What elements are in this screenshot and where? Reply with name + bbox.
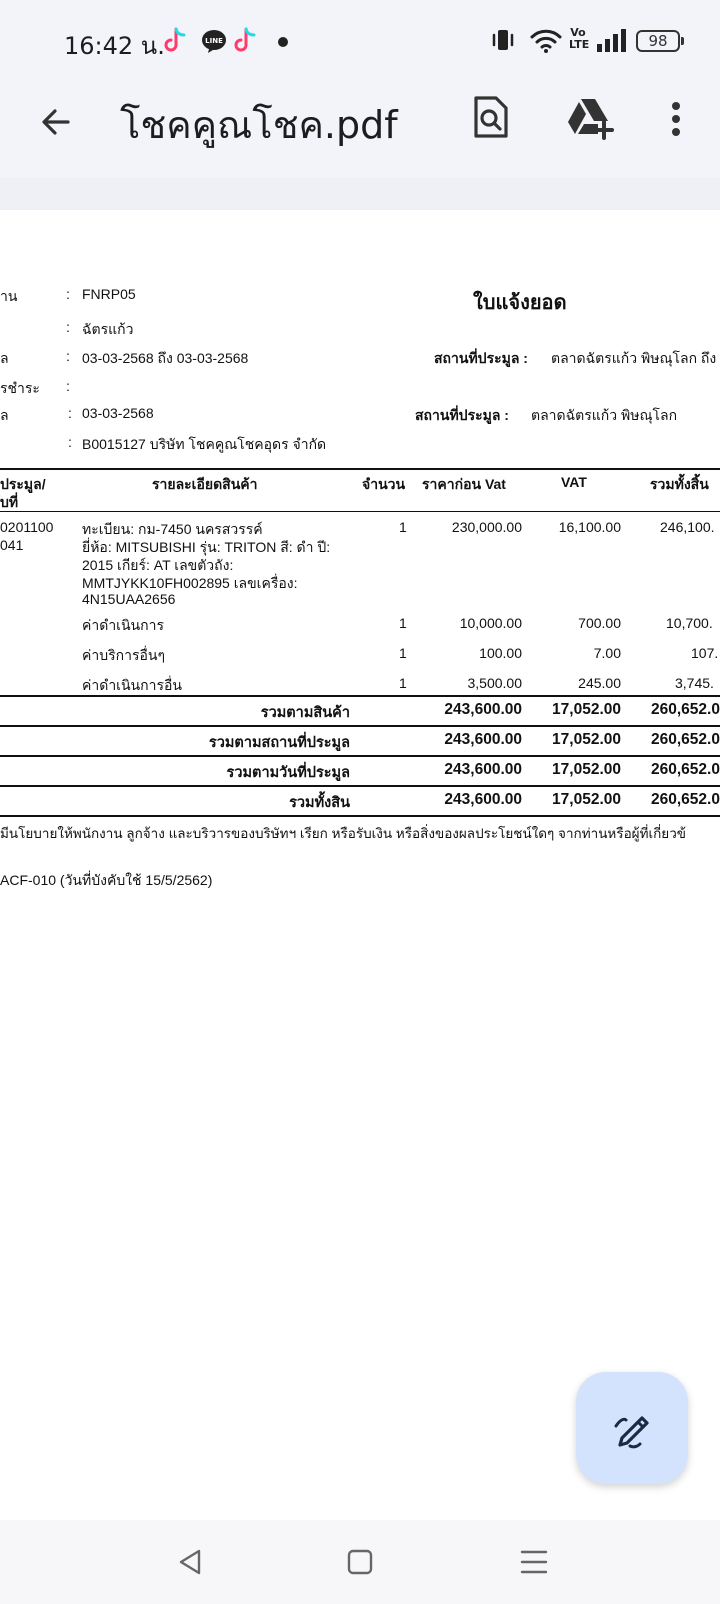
- volte-label: Vo LTE: [569, 26, 590, 51]
- form-code: ACF-010 (วันที่บังคับใช้ 15/5/2562): [0, 872, 213, 888]
- item-description: ค่าดำเนินการอื่น: [82, 677, 182, 693]
- item-qty: 1: [399, 675, 407, 691]
- total-price: 243,600.00: [444, 761, 522, 778]
- totals-rule: [0, 785, 720, 787]
- item-total: 246,100.: [660, 519, 715, 535]
- annotate-fab[interactable]: [576, 1372, 688, 1484]
- policy-note: มีนโยบายให้พนักงาน ลูกจ้าง และบริวารของบริษัทฯ เรียก หรือรับเงิน หรือสิ่งของผลประโยชน์ใดๆ จากท่านหรือผู้ที่เกี่ยวข้: [0, 826, 687, 841]
- item-price: 10,000.00: [459, 615, 522, 631]
- status-time: 16:42 น.: [64, 32, 165, 60]
- more-options-button[interactable]: [660, 96, 692, 148]
- location-value: ตลาดฉัตรแก้ว พิษณุโลก: [531, 407, 678, 423]
- lot-number: 0201100: [0, 519, 54, 535]
- item-description: 2015 เกียร์: AT เลขตัวถัง:: [82, 557, 234, 573]
- page-gap: [0, 178, 720, 210]
- header-label: รชำระ: [0, 380, 40, 396]
- header-label: ล: [0, 350, 9, 366]
- find-in-file-button[interactable]: [470, 94, 522, 146]
- nav-back-icon: [175, 1547, 205, 1577]
- tiktok-icon: [162, 26, 188, 56]
- wifi-icon: [530, 28, 562, 54]
- column-header-qty: จำนวน: [362, 476, 406, 492]
- item-price: 100.00: [479, 645, 522, 661]
- customer-name: B0015127 บริษัท โชคคูณโชคอุดร จำกัด: [82, 436, 327, 452]
- nav-home-button[interactable]: [338, 1540, 382, 1584]
- total-vat: 17,052.00: [552, 731, 621, 748]
- table-header-rule: [0, 511, 720, 512]
- column-header-vat: VAT: [561, 474, 587, 490]
- total-label: รวมตามสินค้า: [260, 705, 350, 721]
- report-code: FNRP05: [82, 286, 136, 302]
- item-description: ทะเบียน: กม-7450 นครสวรรค์: [82, 521, 263, 537]
- item-vat: 7.00: [593, 645, 621, 661]
- item-description: MMTJYKK10FH002895 เลขเครื่อง:: [82, 575, 298, 591]
- tiktok-icon: [232, 26, 258, 56]
- colon: :: [68, 434, 72, 450]
- document-title: ใบแจ้งยอด: [473, 292, 567, 314]
- item-description: ค่าดำเนินการ: [82, 617, 164, 633]
- item-qty: 1: [399, 519, 407, 535]
- item-price: 3,500.00: [467, 675, 522, 691]
- header-label: ล: [0, 407, 9, 423]
- find-in-page-icon: [470, 94, 510, 140]
- column-header-total: รวมทั้งสิ้น: [650, 476, 709, 492]
- column-header-description: รายละเอียดสินค้า: [152, 476, 258, 492]
- item-total: 3,745.: [675, 675, 714, 691]
- item-vat: 700.00: [578, 615, 621, 631]
- location-label: สถานที่ประมูล :: [434, 350, 528, 366]
- item-vat: 245.00: [578, 675, 621, 691]
- total-sum: 260,652.0: [651, 731, 720, 748]
- file-title: โชคคูณโชค.pdf: [120, 103, 398, 147]
- item-description: ยี่ห้อ: MITSUBISHI รุ่น: TRITON สี: ดำ ปี:: [82, 539, 331, 555]
- vibrate-icon: [491, 27, 515, 53]
- location-value: ตลาดฉัตรแก้ว พิษณุโลก ถึง: [551, 350, 717, 366]
- colon: :: [66, 286, 70, 302]
- totals-rule: [0, 725, 720, 727]
- nav-recents-icon: [519, 1547, 549, 1577]
- item-qty: 1: [399, 645, 407, 661]
- status-bar: [0, 0, 720, 82]
- pdf-page[interactable]: [0, 210, 720, 1520]
- item-total: 107.: [691, 645, 719, 661]
- item-total: 10,700.: [666, 615, 713, 631]
- lot-number: 041: [0, 537, 24, 553]
- svg-text:LINE: LINE: [205, 37, 223, 45]
- table-top-rule: [0, 468, 720, 470]
- more-vert-icon: [660, 96, 692, 148]
- colon: :: [66, 319, 70, 335]
- total-sum: 260,652.0: [651, 761, 720, 778]
- nav-home-icon: [345, 1547, 375, 1577]
- dot-icon: [278, 37, 288, 47]
- battery-icon: 98: [636, 30, 680, 52]
- date-range: 03-03-2568 ถึง 03-03-2568: [82, 350, 249, 366]
- total-label: รวมตามวันที่ประมูล: [226, 765, 350, 781]
- item-vat: 16,100.00: [558, 519, 621, 535]
- item-price: 230,000.00: [451, 519, 522, 535]
- location-label: สถานที่ประมูล :: [415, 407, 509, 423]
- total-sum: 260,652.0: [651, 791, 720, 808]
- total-label: รวมตามสถานที่ประมูล: [208, 735, 350, 751]
- total-price: 243,600.00: [444, 731, 522, 748]
- total-price: 243,600.00: [444, 791, 522, 808]
- totals-rule: [0, 695, 720, 697]
- total-vat: 17,052.00: [552, 761, 621, 778]
- branch-name: ฉัตรแก้ว: [82, 321, 134, 337]
- colon: :: [68, 405, 72, 421]
- navigation-bar: [0, 1520, 720, 1604]
- signal-icon: [596, 28, 626, 52]
- back-arrow-icon: [38, 104, 74, 140]
- drive-add-icon: [566, 96, 614, 140]
- nav-recents-button[interactable]: [512, 1540, 556, 1584]
- app-bar: [0, 82, 720, 178]
- total-label: รวมทั้งสิน: [289, 795, 350, 811]
- column-header-lot: ประมูล/: [0, 476, 46, 492]
- line-icon: [201, 29, 227, 53]
- back-button[interactable]: [30, 96, 82, 148]
- total-vat: 17,052.00: [552, 791, 621, 808]
- column-header-lot: ับที่: [0, 494, 19, 510]
- item-qty: 1: [399, 615, 407, 631]
- auction-date: 03-03-2568: [82, 405, 154, 421]
- nav-back-button[interactable]: [168, 1540, 212, 1584]
- header-label: าน: [0, 288, 18, 304]
- total-sum: 260,652.0: [651, 701, 720, 718]
- item-description: 4N15UAA2656: [82, 591, 176, 607]
- totals-rule: [0, 755, 720, 757]
- total-price: 243,600.00: [444, 701, 522, 718]
- colon: :: [66, 348, 70, 364]
- save-to-drive-button[interactable]: [566, 96, 618, 148]
- table-bottom-rule: [0, 815, 720, 817]
- edit-pen-icon: [608, 1404, 656, 1452]
- item-description: ค่าบริการอื่นๆ: [82, 647, 165, 663]
- total-vat: 17,052.00: [552, 701, 621, 718]
- top-bar: [0, 0, 720, 178]
- column-header-price: ราคาก่อน Vat: [422, 476, 506, 492]
- colon: :: [66, 378, 70, 394]
